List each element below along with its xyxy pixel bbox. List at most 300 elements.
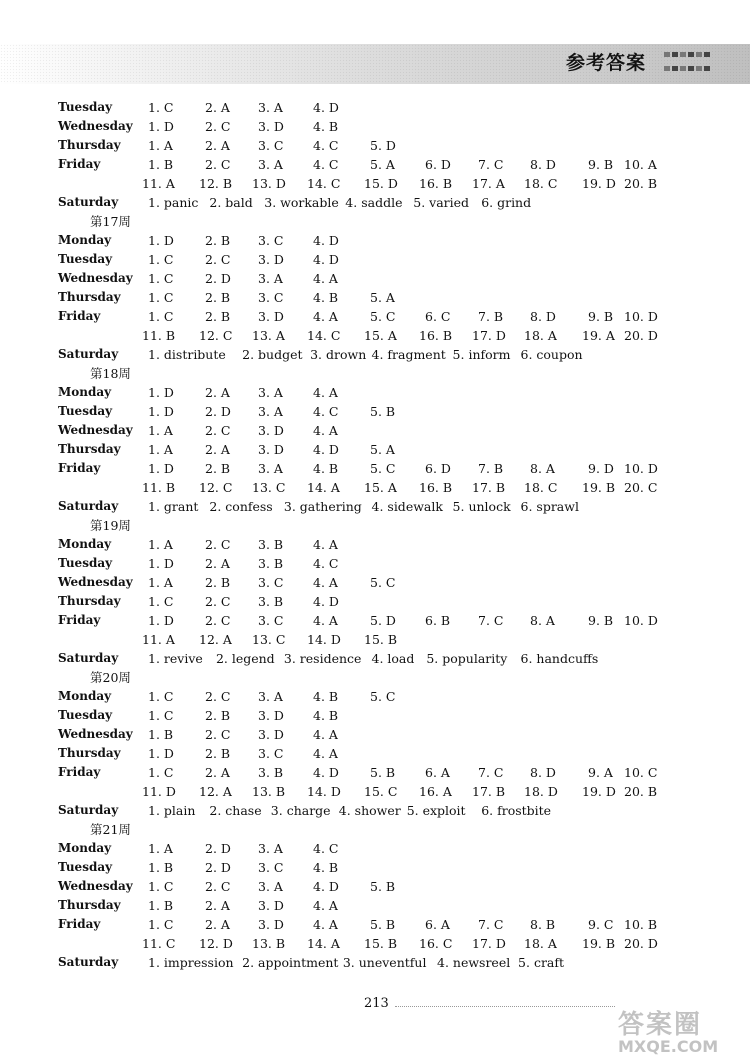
answer-item: 4. A xyxy=(313,309,338,324)
answer-row xyxy=(0,98,750,117)
answer-item: 17. B xyxy=(472,784,506,799)
week-heading: 第18周 xyxy=(90,366,131,381)
answer-item: 1. D xyxy=(148,556,174,571)
answer-item: 5. C xyxy=(370,309,396,324)
answer-item: 3. D xyxy=(258,423,284,438)
answer-item: 18. A xyxy=(524,936,557,951)
answer-item: 12. A xyxy=(199,632,232,647)
answer-row xyxy=(0,193,750,212)
answer-item: 1. C xyxy=(148,100,174,115)
answer-item: 3. A xyxy=(258,100,283,115)
answer-item: 6. B xyxy=(425,613,451,628)
answer-item: 6. A xyxy=(425,917,450,932)
answer-item: 1. A xyxy=(148,537,173,552)
answer-word: 3. charge xyxy=(270,803,331,818)
answer-item: 18. C xyxy=(524,176,558,191)
answer-word: 3. gathering xyxy=(283,499,362,514)
day-label: Wednesday xyxy=(58,727,133,741)
answer-item: 13. A xyxy=(252,328,285,343)
answer-row xyxy=(0,706,750,725)
answer-item: 11. B xyxy=(142,328,176,343)
answer-item: 4. A xyxy=(313,727,338,742)
answer-item: 4. C xyxy=(313,404,339,419)
answer-row xyxy=(0,573,750,592)
answer-row xyxy=(0,136,750,155)
answer-row xyxy=(0,592,750,611)
day-label: Saturday xyxy=(58,803,119,817)
answer-row xyxy=(0,383,750,402)
answer-item: 13. D xyxy=(252,176,286,191)
answer-item: 13. C xyxy=(252,480,286,495)
answer-item: 1. D xyxy=(148,613,174,628)
answer-item: 15. A xyxy=(364,328,397,343)
answer-item: 6. D xyxy=(425,157,451,172)
answer-item: 6. A xyxy=(425,765,450,780)
day-label: Thursday xyxy=(58,290,121,304)
answer-word: 5. inform xyxy=(452,347,511,362)
answer-item: 16. A xyxy=(419,784,452,799)
answer-row xyxy=(0,421,750,440)
answer-item: 5. B xyxy=(370,879,396,894)
answer-item: 4. A xyxy=(313,575,338,590)
answer-item: 2. B xyxy=(205,290,231,305)
answer-item: 3. A xyxy=(258,841,283,856)
answer-row xyxy=(0,744,750,763)
answer-word: 2. confess xyxy=(209,499,273,514)
answer-item: 1. C xyxy=(148,594,174,609)
answer-row xyxy=(0,649,750,668)
day-label: Monday xyxy=(58,385,112,399)
answer-word: 5. craft xyxy=(518,955,565,970)
answer-word: 2. legend xyxy=(215,651,275,666)
answer-item: 18. C xyxy=(524,480,558,495)
day-label: Tuesday xyxy=(58,100,113,114)
answer-item: 5. D xyxy=(370,138,396,153)
answer-item: 11. B xyxy=(142,480,176,495)
answer-row xyxy=(0,269,750,288)
header-decoration xyxy=(664,52,710,78)
answer-item: 2. C xyxy=(205,157,231,172)
answer-item: 12. A xyxy=(199,784,232,799)
answer-row xyxy=(0,611,750,630)
answer-item: 2. D xyxy=(205,271,231,286)
day-label: Friday xyxy=(58,765,101,779)
week-heading: 第20周 xyxy=(90,670,131,685)
answer-word: 1. revive xyxy=(148,651,203,666)
answer-item: 4. C xyxy=(313,157,339,172)
answer-item: 16. B xyxy=(419,328,453,343)
answer-item: 1. B xyxy=(148,860,174,875)
day-label: Friday xyxy=(58,461,101,475)
answer-item: 8. B xyxy=(530,917,556,932)
answer-item: 1. A xyxy=(148,423,173,438)
answer-item: 4. A xyxy=(313,613,338,628)
answer-item: 3. C xyxy=(258,575,284,590)
week-heading: 第21周 xyxy=(90,822,131,837)
answer-word: 4. fragment xyxy=(371,347,446,362)
answer-row xyxy=(0,725,750,744)
answer-item: 10. A xyxy=(624,157,657,172)
answer-item: 5. C xyxy=(370,461,396,476)
watermark xyxy=(618,1004,718,1056)
answer-item: 3. D xyxy=(258,917,284,932)
answer-item: 1. C xyxy=(148,271,174,286)
answer-item: 18. D xyxy=(524,784,558,799)
answer-item: 10. C xyxy=(624,765,658,780)
answer-item: 12. B xyxy=(199,176,233,191)
answer-row xyxy=(0,687,750,706)
answer-row xyxy=(0,307,750,326)
answer-item: 2. B xyxy=(205,233,231,248)
page-number: 213 xyxy=(364,996,389,1011)
answer-item: 4. A xyxy=(313,898,338,913)
answer-item: 8. D xyxy=(530,157,556,172)
day-label: Saturday xyxy=(58,651,119,665)
answer-item: 1. A xyxy=(148,841,173,856)
answer-item: 5. A xyxy=(370,157,395,172)
answer-item: 4. D xyxy=(313,100,339,115)
answer-row xyxy=(0,478,750,497)
answer-item: 5. B xyxy=(370,765,396,780)
answer-item: 1. C xyxy=(148,309,174,324)
answer-item: 17. B xyxy=(472,480,506,495)
answer-item: 3. D xyxy=(258,252,284,267)
day-label: Thursday xyxy=(58,746,121,760)
answer-item: 2. B xyxy=(205,708,231,723)
answer-item: 4. A xyxy=(313,537,338,552)
answer-item: 2. A xyxy=(205,100,230,115)
answer-row xyxy=(0,554,750,573)
day-label: Saturday xyxy=(58,955,119,969)
answer-item: 20. D xyxy=(624,936,658,951)
answer-word: 2. budget xyxy=(242,347,303,362)
answer-item: 4. B xyxy=(313,860,339,875)
answer-item: 3. A xyxy=(258,157,283,172)
answer-item: 2. C xyxy=(205,119,231,134)
answer-item: 2. D xyxy=(205,860,231,875)
answer-item: 4. D xyxy=(313,594,339,609)
answer-item: 19. B xyxy=(582,936,616,951)
watermark-en: MXQE.COM xyxy=(618,1037,719,1056)
answer-item: 17. A xyxy=(472,176,505,191)
answer-row xyxy=(0,155,750,174)
answer-item: 4. C xyxy=(313,556,339,571)
answer-row xyxy=(0,630,750,649)
day-label: Tuesday xyxy=(58,556,113,570)
day-label: Monday xyxy=(58,233,112,247)
answer-item: 2. C xyxy=(205,613,231,628)
answer-item: 5. D xyxy=(370,613,396,628)
answer-item: 2. D xyxy=(205,404,231,419)
answer-item: 2. C xyxy=(205,423,231,438)
answer-item: 9. C xyxy=(588,917,614,932)
day-label: Wednesday xyxy=(58,119,133,133)
answer-word: 2. appointment xyxy=(242,955,339,970)
answer-row xyxy=(0,782,750,801)
answer-word: 3. workable xyxy=(264,195,339,210)
answer-item: 11. A xyxy=(142,176,175,191)
day-label: Friday xyxy=(58,157,101,171)
answer-row xyxy=(0,858,750,877)
answer-row xyxy=(0,877,750,896)
day-label: Thursday xyxy=(58,594,121,608)
answer-item: 14. C xyxy=(307,328,341,343)
answer-item: 1. C xyxy=(148,708,174,723)
answer-item: 3. B xyxy=(258,765,284,780)
answer-item: 1. A xyxy=(148,442,173,457)
week-heading: 第19周 xyxy=(90,518,131,533)
answer-row xyxy=(0,934,750,953)
answer-item: 10. D xyxy=(624,613,658,628)
answer-word: 6. sprawl xyxy=(520,499,579,514)
answer-row xyxy=(0,326,750,345)
answer-item: 4. A xyxy=(313,917,338,932)
answer-item: 2. A xyxy=(205,898,230,913)
answer-item: 1. D xyxy=(148,233,174,248)
answer-item: 16. B xyxy=(419,480,453,495)
answer-item: 1. D xyxy=(148,746,174,761)
answer-item: 9. D xyxy=(588,461,614,476)
day-label: Tuesday xyxy=(58,708,113,722)
answer-word: 5. varied xyxy=(413,195,470,210)
answer-item: 3. B xyxy=(258,594,284,609)
day-label: Saturday xyxy=(58,499,119,513)
answer-item: 4. A xyxy=(313,271,338,286)
answer-word: 1. grant xyxy=(148,499,199,514)
answer-row xyxy=(0,763,750,782)
footer-divider xyxy=(395,1006,615,1007)
answer-item: 14. C xyxy=(307,176,341,191)
answer-item: 20. B xyxy=(624,176,658,191)
answer-item: 4. D xyxy=(313,879,339,894)
answer-item: 9. B xyxy=(588,309,614,324)
answer-row xyxy=(0,250,750,269)
answer-item: 4. B xyxy=(313,689,339,704)
answer-item: 5. A xyxy=(370,442,395,457)
answer-row xyxy=(0,440,750,459)
answer-item: 7. C xyxy=(478,917,504,932)
answer-item: 14. A xyxy=(307,936,340,951)
answer-item: 1. D xyxy=(148,404,174,419)
day-label: Monday xyxy=(58,689,112,703)
answer-item: 3. D xyxy=(258,309,284,324)
watermark-cn: 答案圈 xyxy=(618,1010,703,1040)
answer-item: 16. C xyxy=(419,936,453,951)
answer-row xyxy=(0,801,750,820)
answer-item: 12. C xyxy=(199,328,233,343)
answer-word: 4. sidewalk xyxy=(371,499,443,514)
answer-item: 12. D xyxy=(199,936,233,951)
week-heading: 第17周 xyxy=(90,214,131,229)
answer-item: 10. D xyxy=(624,461,658,476)
answer-item: 2. A xyxy=(205,917,230,932)
answer-item: 20. B xyxy=(624,784,658,799)
day-label: Saturday xyxy=(58,195,119,209)
answer-item: 2. C xyxy=(205,727,231,742)
answer-item: 3. C xyxy=(258,746,284,761)
day-label: Wednesday xyxy=(58,271,133,285)
answer-item: 7. C xyxy=(478,157,504,172)
answer-item: 3. D xyxy=(258,727,284,742)
answer-item: 3. C xyxy=(258,290,284,305)
answer-item: 19. D xyxy=(582,784,616,799)
answer-row xyxy=(0,288,750,307)
answer-word: 5. exploit xyxy=(406,803,466,818)
answer-word: 1. plain xyxy=(148,803,196,818)
answer-item: 8. A xyxy=(530,613,555,628)
answer-item: 1. C xyxy=(148,689,174,704)
day-label: Tuesday xyxy=(58,252,113,266)
answer-item: 3. D xyxy=(258,119,284,134)
answer-item: 20. D xyxy=(624,328,658,343)
answer-item: 15. C xyxy=(364,784,398,799)
answer-item: 16. B xyxy=(419,176,453,191)
answer-item: 7. B xyxy=(478,461,504,476)
answer-item: 15. D xyxy=(364,176,398,191)
answer-item: 3. D xyxy=(258,442,284,457)
answer-item: 14. D xyxy=(307,784,341,799)
answer-item: 5. B xyxy=(370,917,396,932)
answer-item: 4. D xyxy=(313,442,339,457)
answer-item: 3. C xyxy=(258,233,284,248)
day-label: Friday xyxy=(58,917,101,931)
answer-item: 2. B xyxy=(205,575,231,590)
day-label: Monday xyxy=(58,841,112,855)
answer-item: 3. A xyxy=(258,879,283,894)
answer-item: 5. C xyxy=(370,575,396,590)
answer-item: 4. C xyxy=(313,841,339,856)
answer-item: 11. A xyxy=(142,632,175,647)
day-label: Thursday xyxy=(58,442,121,456)
answer-row xyxy=(0,953,750,972)
day-label: Thursday xyxy=(58,138,121,152)
answer-item: 8. D xyxy=(530,765,556,780)
answer-item: 1. A xyxy=(148,575,173,590)
answer-item: 3. A xyxy=(258,385,283,400)
answer-item: 3. C xyxy=(258,613,284,628)
day-label: Tuesday xyxy=(58,404,113,418)
answer-item: 2. C xyxy=(205,879,231,894)
answer-item: 9. B xyxy=(588,157,614,172)
answer-item: 4. D xyxy=(313,233,339,248)
answer-word: 4. load xyxy=(371,651,415,666)
day-label: Friday xyxy=(58,613,101,627)
answer-item: 3. B xyxy=(258,556,284,571)
answer-word: 6. handcuffs xyxy=(520,651,599,666)
answer-item: 14. D xyxy=(307,632,341,647)
answer-row xyxy=(0,231,750,250)
answer-word: 6. coupon xyxy=(520,347,583,362)
answer-item: 5. B xyxy=(370,404,396,419)
answer-item: 15. A xyxy=(364,480,397,495)
answer-item: 13. C xyxy=(252,632,286,647)
answer-item: 7. C xyxy=(478,765,504,780)
answer-item: 12. C xyxy=(199,480,233,495)
answer-item: 4. C xyxy=(313,138,339,153)
answer-item: 3. A xyxy=(258,404,283,419)
answer-item: 3. A xyxy=(258,461,283,476)
answer-item: 2. B xyxy=(205,309,231,324)
answer-item: 19. B xyxy=(582,480,616,495)
answer-item: 2. A xyxy=(205,442,230,457)
answer-item: 2. C xyxy=(205,252,231,267)
answer-item: 14. A xyxy=(307,480,340,495)
answer-item: 8. A xyxy=(530,461,555,476)
answer-item: 4. D xyxy=(313,252,339,267)
answer-word: 5. popularity xyxy=(426,651,508,666)
answer-word: 3. residence xyxy=(283,651,362,666)
answer-word: 4. saddle xyxy=(345,195,403,210)
answer-word: 2. chase xyxy=(209,803,262,818)
answer-item: 3. D xyxy=(258,708,284,723)
answer-row xyxy=(0,896,750,915)
answer-item: 4. B xyxy=(313,461,339,476)
answer-item: 11. C xyxy=(142,936,176,951)
answer-item: 4. A xyxy=(313,423,338,438)
answer-item: 2. C xyxy=(205,594,231,609)
answer-item: 1. C xyxy=(148,765,174,780)
answer-item: 1. B xyxy=(148,157,174,172)
day-label: Saturday xyxy=(58,347,119,361)
answer-item: 3. C xyxy=(258,860,284,875)
answer-item: 10. B xyxy=(624,917,658,932)
answer-item: 15. B xyxy=(364,936,398,951)
answer-item: 11. D xyxy=(142,784,176,799)
answer-item: 4. B xyxy=(313,708,339,723)
answer-word: 6. frostbite xyxy=(481,803,552,818)
answer-item: 5. A xyxy=(370,290,395,305)
answer-item: 4. A xyxy=(313,385,338,400)
answer-item: 19. D xyxy=(582,176,616,191)
answer-row xyxy=(0,535,750,554)
answer-item: 1. B xyxy=(148,727,174,742)
answer-item: 1. C xyxy=(148,879,174,894)
answer-item: 5. C xyxy=(370,689,396,704)
answer-row xyxy=(0,915,750,934)
answer-word: 2. bald xyxy=(209,195,253,210)
answer-item: 9. A xyxy=(588,765,613,780)
answer-item: 2. A xyxy=(205,138,230,153)
answer-row xyxy=(0,345,750,364)
answer-item: 1. D xyxy=(148,119,174,134)
page-title: 参考答案 xyxy=(566,52,647,74)
day-label: Thursday xyxy=(58,898,121,912)
day-label: Friday xyxy=(58,309,101,323)
day-label: Wednesday xyxy=(58,879,133,893)
answer-word: 5. unlock xyxy=(452,499,511,514)
answer-item: 1. D xyxy=(148,385,174,400)
answer-item: 10. D xyxy=(624,309,658,324)
answer-item: 6. D xyxy=(425,461,451,476)
day-label: Tuesday xyxy=(58,860,113,874)
answer-item: 2. C xyxy=(205,689,231,704)
answer-item: 3. A xyxy=(258,689,283,704)
answer-item: 13. B xyxy=(252,784,286,799)
answer-item: 2. C xyxy=(205,537,231,552)
answer-row xyxy=(0,117,750,136)
answer-word: 3. uneventful xyxy=(342,955,427,970)
day-label: Wednesday xyxy=(58,423,133,437)
answer-item: 17. D xyxy=(472,328,506,343)
answer-item: 2. B xyxy=(205,746,231,761)
answer-item: 7. C xyxy=(478,613,504,628)
answer-item: 6. C xyxy=(425,309,451,324)
answer-word: 3. drown xyxy=(310,347,367,362)
answer-row xyxy=(0,839,750,858)
answer-item: 2. A xyxy=(205,765,230,780)
answer-item: 8. D xyxy=(530,309,556,324)
answer-item: 2. A xyxy=(205,385,230,400)
